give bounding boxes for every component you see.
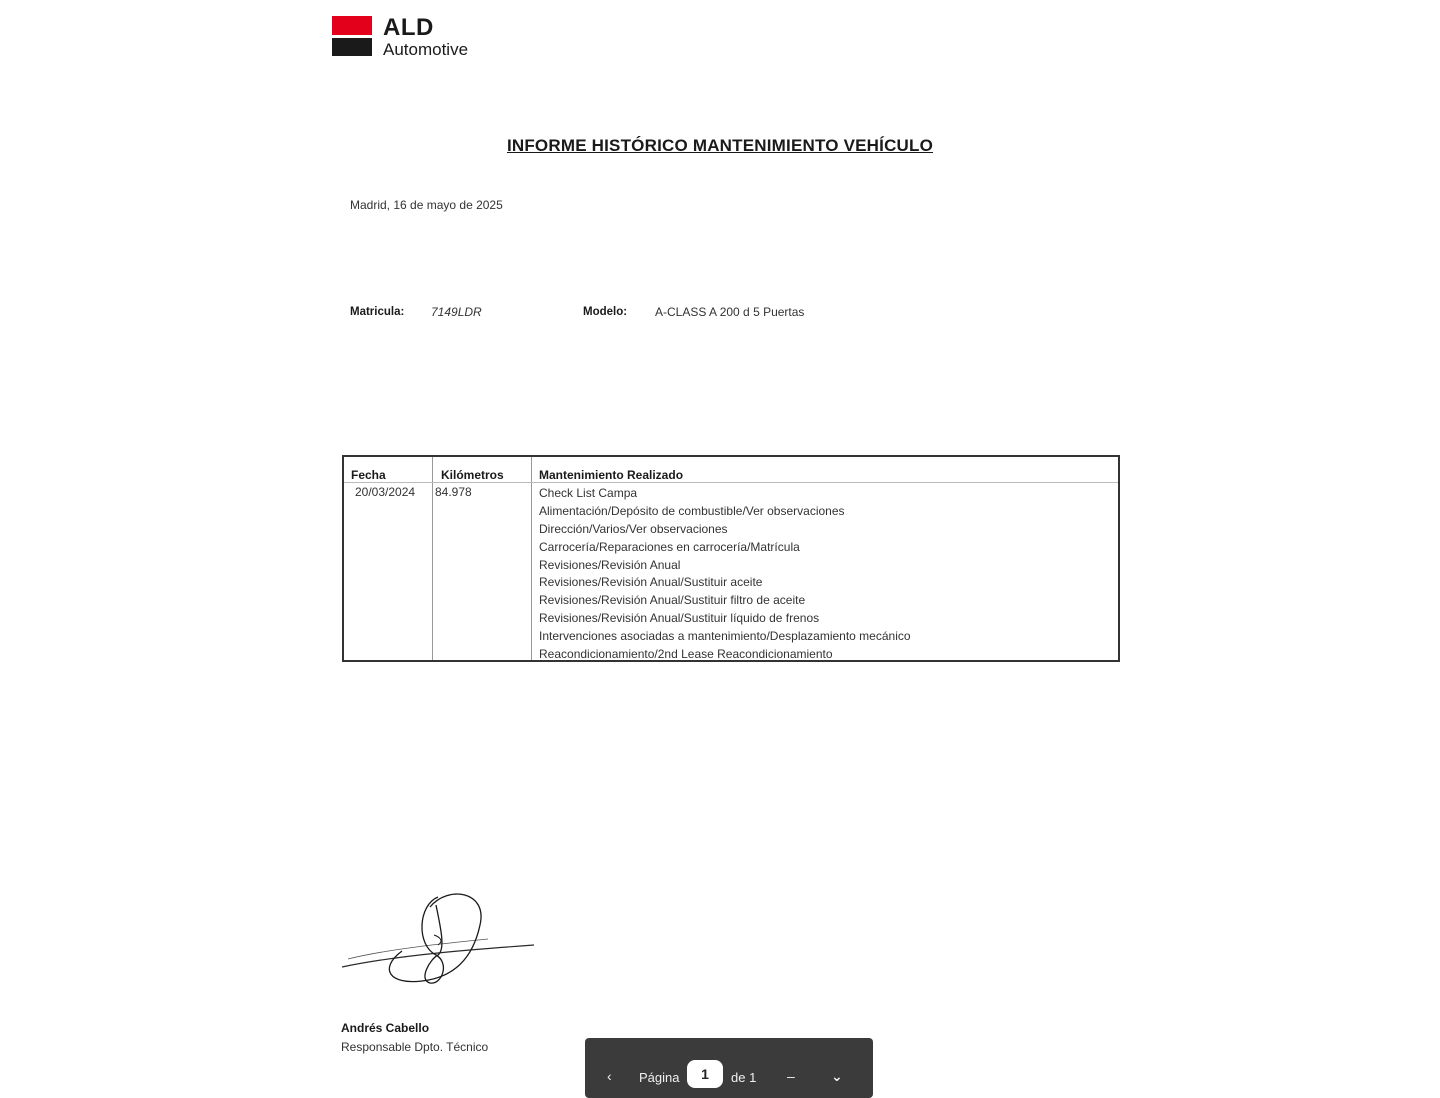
date-line: Madrid, 16 de mayo de 2025 (350, 198, 503, 212)
chevron-down-icon[interactable]: ⌄ (831, 1068, 843, 1084)
maintenance-item: Revisiones/Revisión Anual/Sustituir filtro de aceite (539, 593, 806, 608)
page-total: de 1 (731, 1070, 757, 1085)
cell-km: 84.978 (435, 485, 472, 499)
handwritten-signature (338, 885, 538, 995)
column-divider (531, 457, 532, 660)
logo-name: ALD (383, 14, 434, 41)
plate-label: Matricula: (350, 306, 405, 318)
logo-subtitle: Automotive (383, 40, 469, 59)
maintenance-item: Revisiones/Revisión Anual/Sustituir líquido de frenos (539, 611, 820, 626)
plate-value: 7149LDR (431, 305, 482, 319)
chevron-left-icon[interactable]: ‹ (607, 1068, 612, 1084)
ald-automotive-logo (332, 16, 468, 58)
signatory-name: Andrés Cabello (341, 1021, 430, 1035)
model-value: A-CLASS A 200 d 5 Puertas (655, 305, 805, 319)
model-label: Modelo: (583, 306, 628, 318)
maintenance-item: Alimentación/Depósito de combustible/Ver observaciones (539, 503, 845, 518)
column-divider (432, 457, 433, 660)
logo-mark-icon (332, 16, 372, 56)
maintenance-item: Revisiones/Revisión Anual (539, 557, 681, 572)
header-divider (344, 482, 1118, 483)
maintenance-item: Revisiones/Revisión Anual/Sustituir aceite (539, 575, 763, 590)
maintenance-table (342, 455, 1120, 662)
maintenance-item: Check List Campa (539, 486, 638, 500)
signatory-role: Responsable Dpto. Técnico (341, 1040, 489, 1054)
cell-date: 20/03/2024 (355, 485, 416, 499)
minus-icon[interactable]: – (787, 1068, 795, 1084)
maintenance-list (539, 485, 911, 664)
maintenance-item: Intervenciones asociadas a mantenimiento/Desplazamiento mecánico (539, 629, 911, 644)
header-km: Kilómetros (441, 468, 504, 482)
header-date: Fecha (351, 468, 386, 482)
maintenance-item: Carrocería/Reparaciones en carrocería/Matrícula (539, 539, 800, 554)
document-title: INFORME HISTÓRICO MANTENIMIENTO VEHÍCULO (506, 136, 934, 155)
page-number-input[interactable] (687, 1060, 723, 1088)
header-maintenance: Mantenimiento Realizado (539, 468, 684, 482)
page-label: Página (639, 1070, 680, 1085)
maintenance-item: Reacondicionamiento/2nd Lease Reacondicionamiento (539, 647, 833, 662)
pdf-toolbar (585, 1038, 873, 1098)
maintenance-item: Dirección/Varios/Ver observaciones (539, 521, 728, 536)
